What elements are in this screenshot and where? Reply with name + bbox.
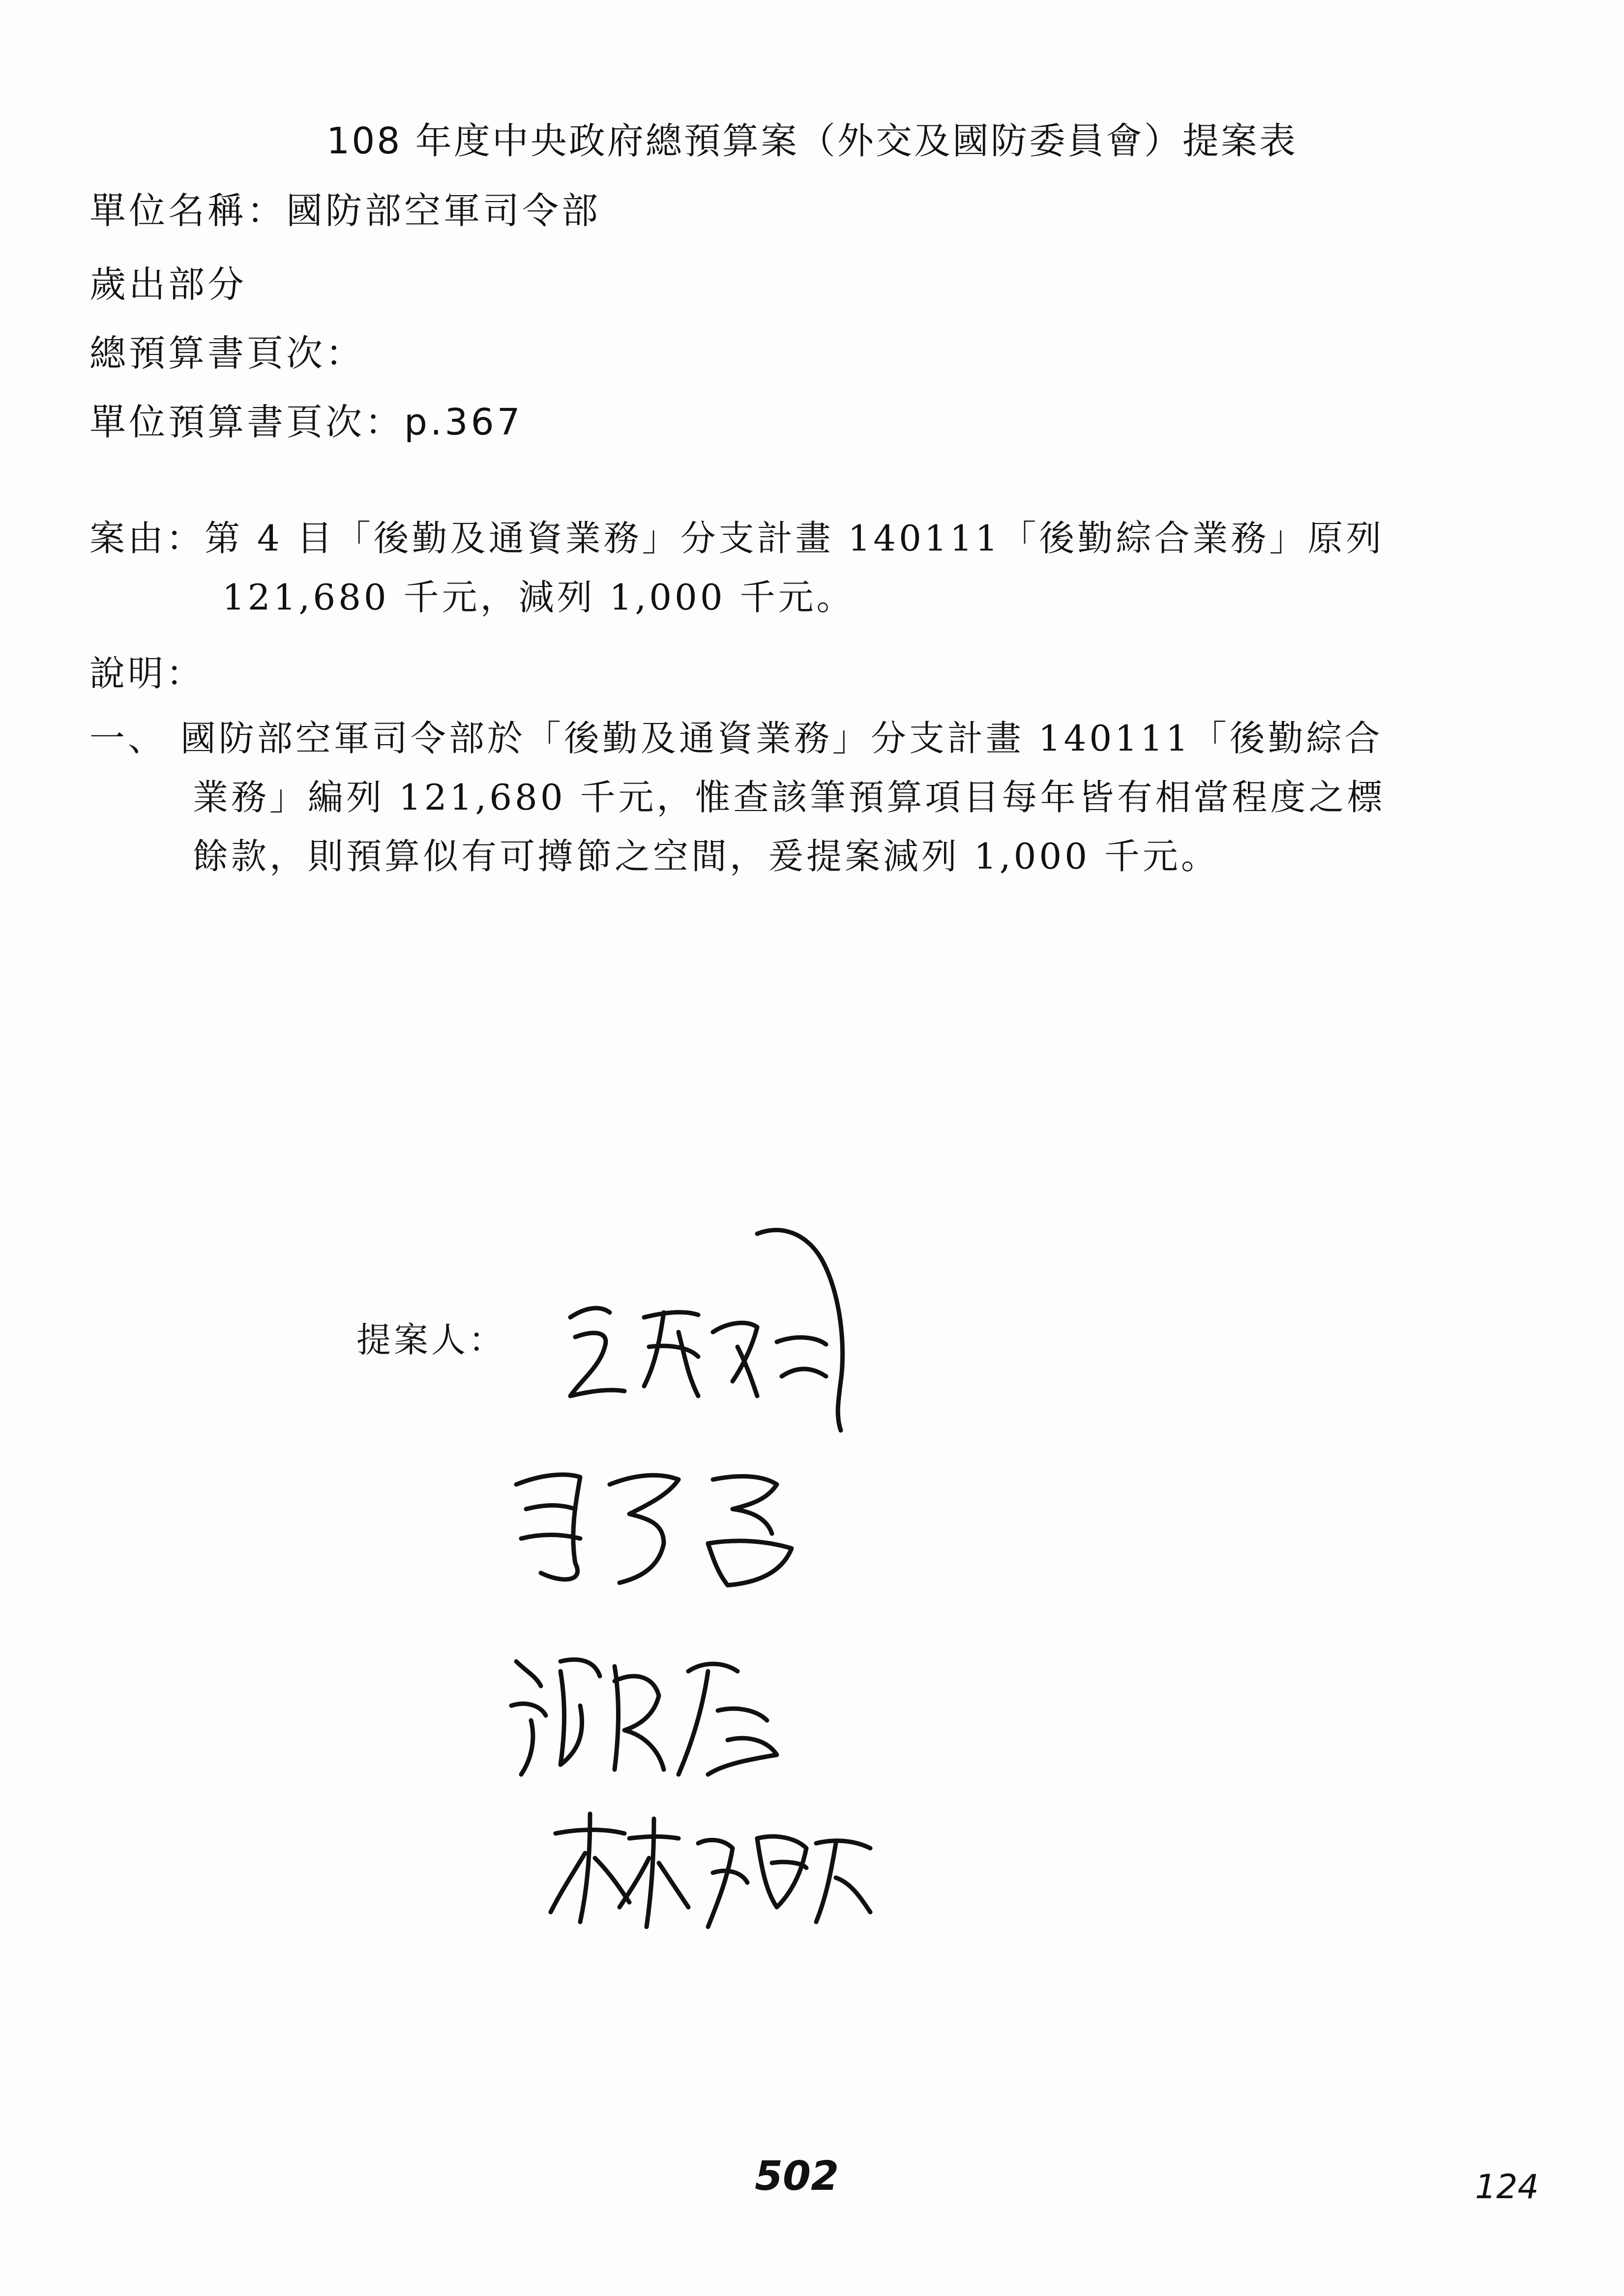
section-label: 歲出部分 bbox=[89, 263, 247, 306]
explanation-item-1-line-2: 業務」編列 121,680 千元，惟查該筆預算項目每年皆有相當程度之標 bbox=[193, 777, 1386, 818]
unit-name: 單位名稱：國防部空軍司令部 bbox=[89, 190, 601, 232]
case-reason-line-1: 案由：第 4 目「後勤及通資業務」分支計畫 140111「後勤綜合業務」原列 bbox=[89, 518, 1385, 559]
signature-4 bbox=[541, 1794, 885, 1942]
unit-budget-page: 單位預算書頁次：p.367 bbox=[89, 401, 523, 443]
explanation-label: 說明： bbox=[89, 653, 205, 694]
signature-1 bbox=[551, 1219, 895, 1445]
page-number: 502 bbox=[755, 2153, 839, 2200]
document-title: 108 年度中央政府總預算案（外交及國防委員會）提案表 bbox=[326, 120, 1298, 162]
explanation-item-1-line-3: 餘款，則預算似有可撙節之空間，爰提案減列 1,000 千元。 bbox=[193, 836, 1219, 877]
case-reason bbox=[89, 509, 1535, 627]
page-number-right: 124 bbox=[1475, 2168, 1539, 2207]
signature-2 bbox=[502, 1455, 826, 1602]
case-reason-line-2: 121,680 千元，減列 1,000 千元。 bbox=[222, 577, 855, 618]
signature-3 bbox=[502, 1632, 846, 1789]
total-budget-page: 總預算書頁次： bbox=[89, 332, 365, 375]
explanation-item-1-line-1: 一、 國防部空軍司令部於「後勤及通資業務」分支計畫 140111「後勤綜合 bbox=[89, 718, 1383, 759]
explanation-item-1 bbox=[89, 709, 1535, 886]
proposer-label: 提案人： bbox=[356, 1320, 506, 1360]
